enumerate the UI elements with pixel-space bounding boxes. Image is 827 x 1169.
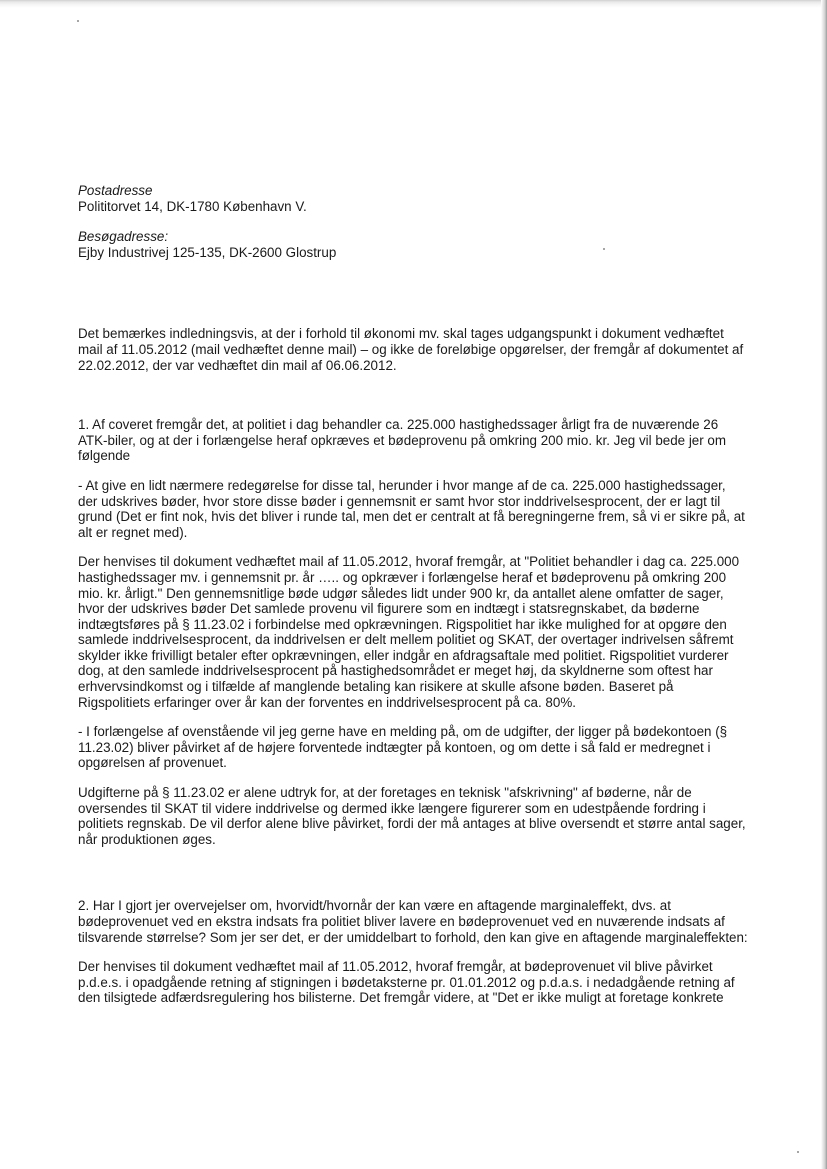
postal-address-label: Postadresse xyxy=(78,183,153,198)
postal-address-block xyxy=(78,183,748,214)
answer-1a: Der henvises til dokument vedhæftet mail af 11.05.2012, hvoraf fremgår, at "Politiet behandler i dag ca. 225.000 hastighedssager mv. i gennemsnit pr. år ….. og opkræver i forlængelse heraf et bødeprovenu på omkring 200 mio. kr. årligt." Den gennemsnitlige bøde udgør således lidt under 900 kr, da antallet alene omfatter de sager, hvor der udskrives bøder Det samlede provenu vil figurere som en indtægt i statsregnskabet, da bøderne indtægtsføres på § 11.23.02 i forbindelse med opkrævningen. Rigspolitiet har ikke mulighed for at opgøre den samlede inddrivelsesprocent, da inddrivelsen er delt mellem politiet og SKAT, der overtager indrivelsen såfremt skylder ikke frivilligt betaler efter opkrævningen, eller indgår en afdragsaftale med politiet. Rigspolitiet vurderer dog, at den samlede inddrivelsesprocent på hastighedsområdet er meget høj, da skyldnerne som oftest har erhvervsindkomst og i tilfælde af manglende betaling kan risikere at skulle afsone bøden. Baseret på Rigspolitiets erfaringer over år kan der forventes en inddrivelsesprocent på ca. 80%. xyxy=(78,554,740,710)
visiting-address-label: Besøgadresse: xyxy=(78,229,169,245)
scan-speck xyxy=(77,20,79,22)
scan-speck xyxy=(797,1151,799,1153)
question-1a: - At give en lidt nærmere redegørelse for disse tal, herunder i hvor mange af de ca. 225.000 hastighedssager, der udskrives bøder, hvor store disse bøder i gennemsnit er samt hvor stor inddrivelsesprocent, der er lagt til grund (Det er fint nok, hvis det bliver i runde tal, men det er centralt at få beregningerne frem, så vi er sikre på, at alt er regnet med). xyxy=(78,477,745,540)
letter-body xyxy=(78,183,748,1006)
question-2: 2. Har I gjort jer overvejelser om, hvorvidt/hvornår der kan være en aftagende marginaleffekt, dvs. at bødeprovenuet ved en ekstra indsats fra politiet bliver lavere en bødeprovenuet ved en nuværende indsats af tilsvarende størrelse? Som jer ser det, er der umiddelbart to forhold, den kan give en aftagende marginaleffekten: xyxy=(78,898,748,945)
answer-2: Der henvises til dokument vedhæftet mail af 11.05.2012, hvoraf fremgår, at bødeprovenuet vil blive påvirket p.d.e.s. i opadgående retning af stigningen i bødetaksterne pr. 01.01.2012 og p.d.a.s. i nedadgående retning af den tilsigtede adfærdsregulering hos bilisterne. Det fremgår videre, at "Det er ikke muligt at foretage konkrete xyxy=(78,959,735,1006)
visiting-address-value: Ejby Industrivej 125-135, DK-2600 Glostrup xyxy=(78,244,337,260)
postal-address-value: Polititorvet 14, DK-1780 København V. xyxy=(78,198,307,214)
question-1: 1. Af coveret fremgår det, at politiet i dag behandler ca. 225.000 hastighedssager årligt fra de nuværende 26 ATK-biler, og at der i forlængelse heraf opkræves et bødeprovenu på omkring 200 mio. kr. Jeg vil bede jer om følgende xyxy=(78,417,727,464)
intro-paragraph: Det bemærkes indledningsvis, at der i forhold til økonomi mv. skal tages udgangspunkt i dokument vedhæftet mail af 11.05.2012 (mail vedhæftet denne mail) – og ikke de foreløbige opgørelser, der fremgår af dokumentet af 22.02.2012, der var vedhæftet din mail af 06.06.2012. xyxy=(78,326,744,373)
scan-top-edge xyxy=(0,0,827,8)
answer-1b: Udgifterne på § 11.23.02 er alene udtryk for, at der foretages en teknisk "afskrivning" af bøderne, når de oversendes til SKAT til videre inddrivelse og dermed ikke længere figurerer som en udestpående fordring i politiets regnskab. De vil derfor alene blive påvirket, fordi der må antages at blive oversendt et større antal sager, når produktionen øges. xyxy=(78,785,746,847)
question-1b: - I forlængelse af ovenstående vil jeg gerne have en melding på, om de udgifter, der ligger på bødekontoen (§ 11.23.02) bliver påvirket af de højere forventede indtægter på kontoen, og om dette i så fald er medregnet i opgørelsen af provenuet. xyxy=(78,724,728,771)
scan-right-edge xyxy=(821,0,827,1169)
visiting-address-block xyxy=(78,229,748,260)
